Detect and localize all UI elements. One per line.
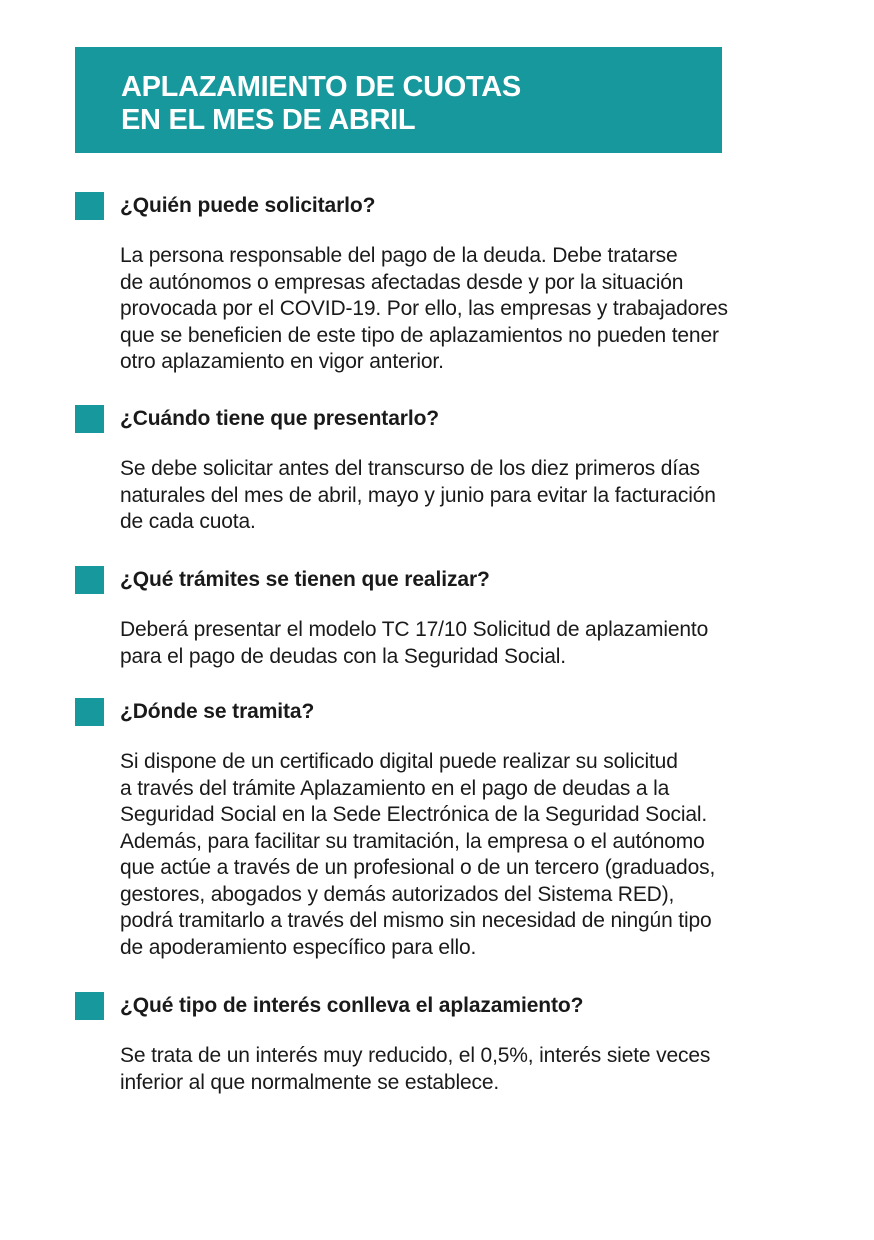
section-heading: ¿Quién puede solicitarlo? — [120, 194, 376, 217]
body-line: naturales del mes de abril, mayo y junio para evitar la facturación — [120, 483, 716, 507]
square-bullet-icon — [75, 192, 104, 220]
section-body — [120, 617, 708, 670]
square-bullet-icon — [75, 698, 104, 726]
title-banner — [75, 47, 722, 153]
body-line: Se debe solicitar antes del transcurso de los diez primeros días — [120, 457, 700, 480]
body-line: a través del trámite Aplazamiento en el pago de deudas a la — [120, 776, 670, 800]
body-line: Deberá presentar el modelo TC 17/10 Solicitud de aplazamiento — [120, 618, 709, 641]
body-line: de apoderamiento específico para ello. — [120, 935, 477, 959]
body-line: Seguridad Social en la Sede Electrónica de la Seguridad Social. — [120, 803, 708, 826]
body-line: inferior al que normalmente se establece. — [120, 1070, 500, 1094]
title-line-2: EN EL MES DE ABRIL — [121, 104, 416, 136]
body-line: Además, para facilitar su tramitación, la empresa o el autónomo — [120, 829, 705, 853]
section-body — [120, 456, 716, 536]
body-line: Si dispone de un certificado digital puede realizar su solicitud — [120, 750, 678, 773]
square-bullet-icon — [75, 405, 104, 433]
square-bullet-icon — [75, 566, 104, 594]
body-line: que actúe a través de un profesional o de un tercero (graduados, — [120, 856, 716, 879]
body-line: que se beneficien de este tipo de aplazamientos no pueden tener — [120, 323, 719, 347]
section-heading: ¿Dónde se tramita? — [120, 700, 315, 723]
section-body — [120, 749, 715, 961]
square-bullet-icon — [75, 992, 104, 1020]
body-line: podrá tramitarlo a través del mismo sin necesidad de ningún tipo — [120, 909, 712, 932]
body-line: La persona responsable del pago de la deuda. Debe tratarse — [120, 244, 678, 267]
title-line-1: APLAZAMIENTO DE CUOTAS — [121, 71, 521, 103]
section-body — [120, 1043, 710, 1096]
body-line: Se trata de un interés muy reducido, el 0,5%, interés siete veces — [120, 1044, 711, 1067]
section-heading: ¿Qué trámites se tienen que realizar? — [120, 568, 490, 591]
body-line: de cada cuota. — [120, 510, 256, 533]
section-heading: ¿Cuándo tiene que presentarlo? — [120, 407, 440, 430]
body-line: de autónomos o empresas afectadas desde y por la situación — [120, 270, 684, 294]
body-line: gestores, abogados y demás autorizados del Sistema RED), — [120, 882, 675, 906]
body-line: para el pago de deudas con la Seguridad Social. — [120, 644, 566, 668]
section-body — [120, 243, 728, 376]
body-line: otro aplazamiento en vigor anterior. — [120, 350, 444, 373]
section-heading: ¿Qué tipo de interés conlleva el aplazamiento? — [120, 994, 584, 1017]
body-line: provocada por el COVID-19. Por ello, las empresas y trabajadores — [120, 297, 728, 320]
